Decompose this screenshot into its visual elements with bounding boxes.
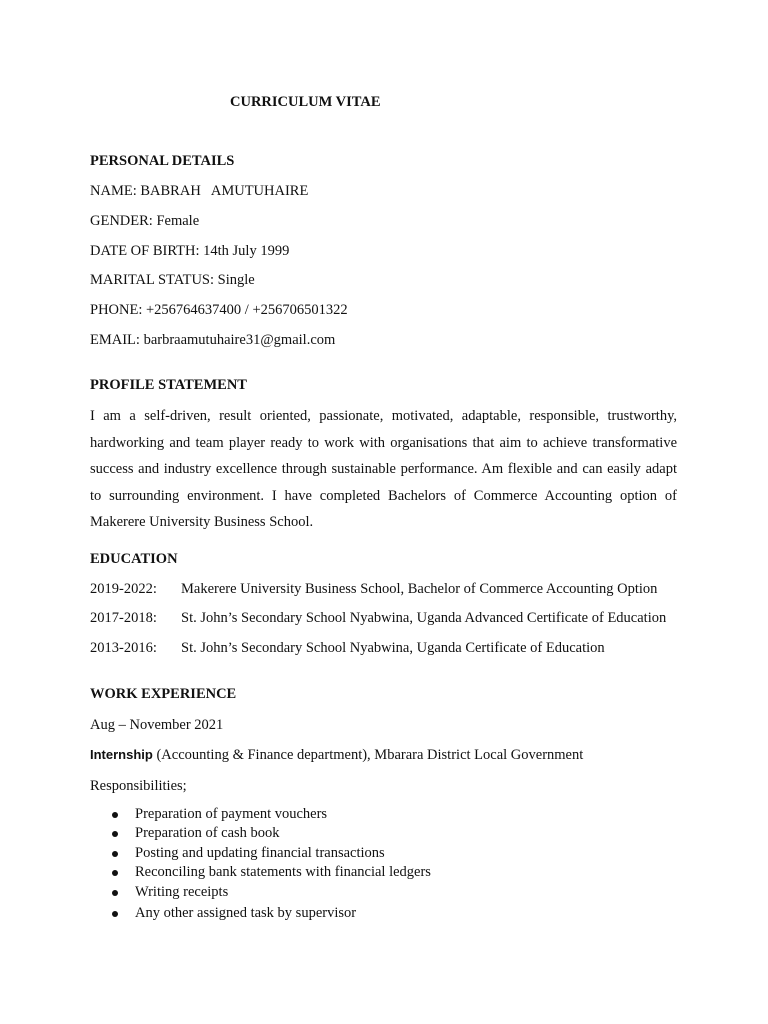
dob-value: 14th July 1999 <box>203 243 290 259</box>
responsibility-text: Preparation of cash book <box>135 825 280 842</box>
bullet-icon <box>112 870 118 876</box>
education-description: St. John’s Secondary School Nyabwina, Uganda Advanced Certificate of Education <box>181 610 667 626</box>
phone-row <box>90 301 348 319</box>
profile-statement-heading: PROFILE STATEMENT <box>90 377 247 393</box>
responsibilities-label: Responsibilities; <box>90 778 187 794</box>
education-years: 2019-2022: <box>90 581 157 597</box>
education-description: Makerere University Business School, Bachelor of Commerce Accounting Option <box>181 581 658 597</box>
bullet-icon <box>112 890 118 896</box>
work-experience-heading: WORK EXPERIENCE <box>90 686 237 702</box>
work-role <box>90 746 583 764</box>
work-role-label: Internship <box>90 747 153 762</box>
bullet-icon <box>112 911 118 917</box>
bullet-icon <box>112 831 118 837</box>
gender-row <box>90 212 199 230</box>
personal-details-heading: PERSONAL DETAILS <box>90 153 235 169</box>
bullet-icon <box>112 812 118 818</box>
responsibility-text: Reconciling bank statements with financial ledgers <box>135 864 431 881</box>
dob-label: DATE OF BIRTH: <box>90 243 200 259</box>
email-value: barbraamutuhaire31@gmail.com <box>143 332 336 348</box>
name-label: NAME: <box>90 183 137 199</box>
education-years: 2013-2016: <box>90 640 157 656</box>
responsibility-text: Any other assigned task by supervisor <box>135 904 357 921</box>
marital-status-value: Single <box>217 272 255 288</box>
name-value: BABRAH AMUTUHAIRE <box>140 183 309 199</box>
responsibility-text: Posting and updating financial transactions <box>135 844 385 861</box>
email-row <box>90 331 335 349</box>
profile-statement-text: I am a self-driven, result oriented, passionate, motivated, adaptable, responsible, trustworthy, hardworking and team player ready to work with organisations that aim to achieve transformative success and industry excellence through sustainable performance. Am flexible and can easily adapt to surrounding environment. I have completed Bachelors of Commerce Accounting option of Makerere University Business School. <box>90 408 677 530</box>
responsibility-text: Writing receipts <box>135 883 229 900</box>
education-years: 2017-2018: <box>90 610 157 626</box>
marital-status-row <box>90 271 255 289</box>
education-description: St. John’s Secondary School Nyabwina, Uganda Certificate of Education <box>181 640 605 656</box>
marital-status-label: MARITAL STATUS: <box>90 272 215 288</box>
document-title: CURRICULUM VITAE <box>230 94 381 110</box>
name-row <box>90 182 308 200</box>
email-label: EMAIL: <box>90 332 140 348</box>
education-heading: EDUCATION <box>90 551 178 567</box>
phone-label: PHONE: <box>90 302 143 318</box>
bullet-icon <box>112 851 118 857</box>
work-period: Aug – November 2021 <box>90 717 224 733</box>
dob-row <box>90 242 289 260</box>
gender-value: Female <box>156 213 200 229</box>
work-role-detail: (Accounting & Finance department), Mbarara District Local Government <box>152 747 584 763</box>
phone-value: +256764637400 / +256706501322 <box>146 302 348 318</box>
gender-label: GENDER: <box>90 213 153 229</box>
responsibility-text: Preparation of payment vouchers <box>135 806 328 822</box>
